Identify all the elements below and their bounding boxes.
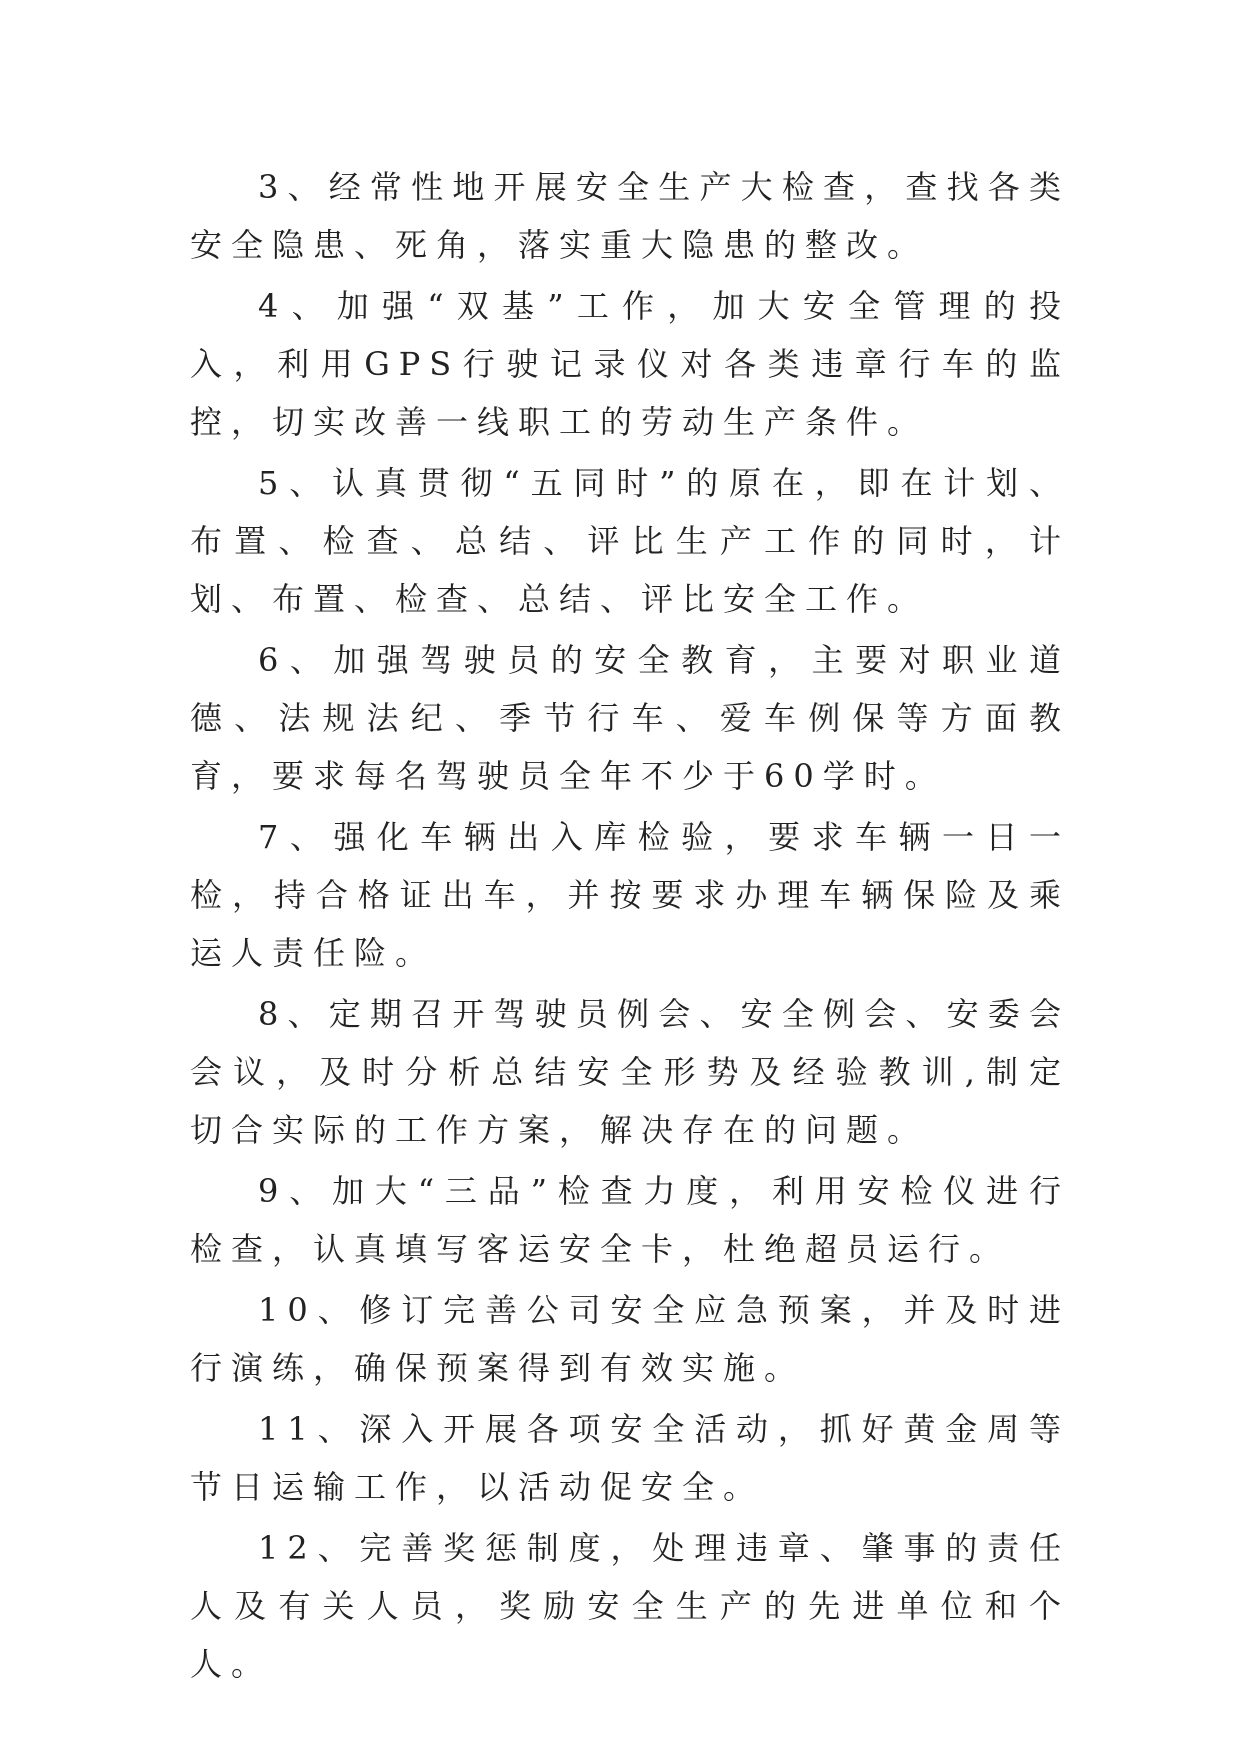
paragraph-item-5: 5、认真贯彻“五同时”的原在，即在计划、布置、检查、总结、评比生产工作的同时，计划、布置、检查、总结、评比安全工作。 xyxy=(190,464,1070,618)
document-body xyxy=(190,158,1070,1696)
paragraph-item-9: 9、加大“三品”检查力度，利用安检仪进行检查，认真填写客运安全卡，杜绝超员运行。 xyxy=(190,1172,1070,1268)
paragraph-item-6: 6、加强驾驶员的安全教育，主要对职业道德、法规法纪、季节行车、爱车例保等方面教育，要求每名驾驶员全年不少于60学时。 xyxy=(190,641,1070,795)
paragraph-item-3: 3、经常性地开展安全生产大检查，查找各类安全隐患、死角，落实重大隐患的整改。 xyxy=(190,168,1070,264)
paragraph-item-11: 11、深入开展各项安全活动，抓好黄金周等节日运输工作，以活动促安全。 xyxy=(190,1410,1070,1506)
paragraph-item-8: 8、定期召开驾驶员例会、安全例会、安委会会议，及时分析总结安全形势及经验教训,制定切合实际的工作方案，解决存在的问题。 xyxy=(190,995,1070,1149)
paragraph-item-12: 12、完善奖惩制度，处理违章、肇事的责任人及有关人员，奖励安全生产的先进单位和个人。 xyxy=(190,1529,1070,1683)
paragraph-item-4: 4、加强“双基”工作，加大安全管理的投入，利用GPS行驶记录仪对各类违章行车的监控，切实改善一线职工的劳动生产条件。 xyxy=(190,287,1070,441)
paragraph-item-10: 10、修订完善公司安全应急预案，并及时进行演练，确保预案得到有效实施。 xyxy=(190,1291,1070,1387)
paragraph-item-7: 7、强化车辆出入库检验，要求车辆一日一检，持合格证出车，并按要求办理车辆保险及乘运人责任险。 xyxy=(190,818,1070,972)
